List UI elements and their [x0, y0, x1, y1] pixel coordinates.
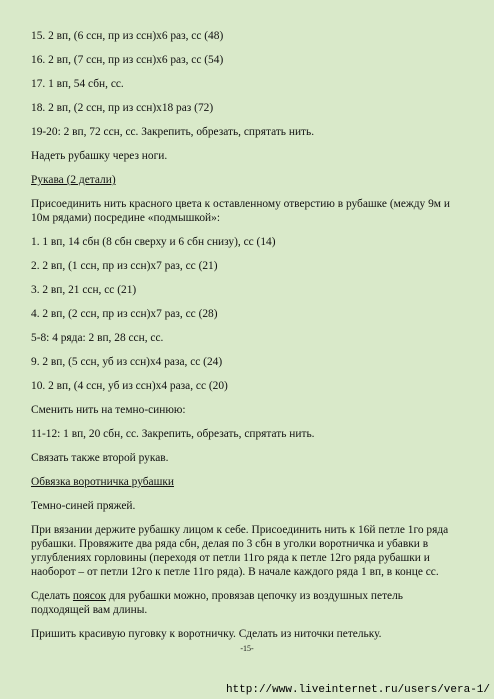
- collar-instructions: При вязании держите рубашку лицом к себе. Присоединить нить к 16й петле 1го ряда рубашки. Провяжите два ряда сбн, делая по 3 сбн в уголки воротничка и убавки в углублениях горловины (переходя от петли 11го ряда к петле 12го ряда рубашки и наоборот – от петли 12го к петле 11го ряда). В начале каждого ряда 1 вп, в конце сс.: [31, 524, 449, 578]
- belt-text-after: для рубашки можно, провязав цепочку из воздушных петель подходящей вам длины.: [31, 590, 403, 616]
- change-color: Сменить нить на темно-синюю:: [31, 404, 186, 416]
- document-page: [31, 29, 463, 651]
- sleeve-row-9: 9. 2 вп, (5 ссн, уб из ссн)х4 раза, сс (24): [31, 356, 223, 368]
- row-18: 18. 2 вп, (2 ссн, пр из ссн)х18 раз (72): [31, 102, 214, 114]
- source-url-watermark: http://www.liveinternet.ru/users/vera-1/: [225, 684, 490, 696]
- row-15: 15. 2 вп, (6 ссн, пр из ссн)х6 раз, сс (48): [31, 30, 224, 42]
- row-19-20: 19-20: 2 вп, 72 ссн, сс. Закрепить, обрезать, спрятать нить.: [31, 126, 315, 138]
- sleeve-row-11-12: 11-12: 1 вп, 20 сбн, сс. Закрепить, обрезать, спрятать нить.: [31, 428, 315, 440]
- sleeve-row-2: 2. 2 вп, (1 ссн, пр из ссн)х7 раз, сс (21): [31, 260, 218, 272]
- second-sleeve: Связать также второй рукав.: [31, 452, 169, 464]
- button-instruction: Пришить красивую пуговку к воротничку. Сделать из ниточки петельку.: [31, 628, 382, 640]
- belt-word: поясок: [72, 590, 107, 602]
- page-number: -15-: [240, 644, 254, 653]
- sleeve-row-5-8: 5-8: 4 ряда: 2 вп, 28 ссн, сс.: [31, 332, 164, 344]
- sleeve-row-3: 3. 2 вп, 21 ссн, сс (21): [31, 284, 137, 296]
- row-16: 16. 2 вп, (7 ссн, пр из ссн)х6 раз, сс (54): [31, 54, 224, 66]
- sleeves-intro: Присоединить нить красного цвета к оставленному отверстию в рубашке (между 9м и 10м рядами) посредине «подмышкой»:: [31, 198, 450, 224]
- sleeve-row-4: 4. 2 вп, (2 ссн, пр из ссн)х7 раз, сс (28): [31, 308, 218, 320]
- sleeves-heading: Рукава (2 детали): [31, 174, 116, 186]
- belt-paragraph: [31, 589, 463, 617]
- wear-instruction: Надеть рубашку через ноги.: [31, 150, 168, 162]
- row-17: 17. 1 вп, 54 сбн, сс.: [31, 78, 124, 90]
- belt-text-before: Сделать: [31, 590, 73, 602]
- collar-heading: Обвязка воротничка рубашки: [31, 476, 174, 488]
- sleeve-row-1: 1. 1 вп, 14 сбн (8 сбн сверху и 6 сбн снизу), сс (14): [31, 236, 276, 248]
- collar-yarn: Темно-синей пряжей.: [31, 500, 136, 512]
- sleeve-row-10: 10. 2 вп, (4 ссн, уб из ссн)х4 раза, сс (20): [31, 380, 228, 392]
